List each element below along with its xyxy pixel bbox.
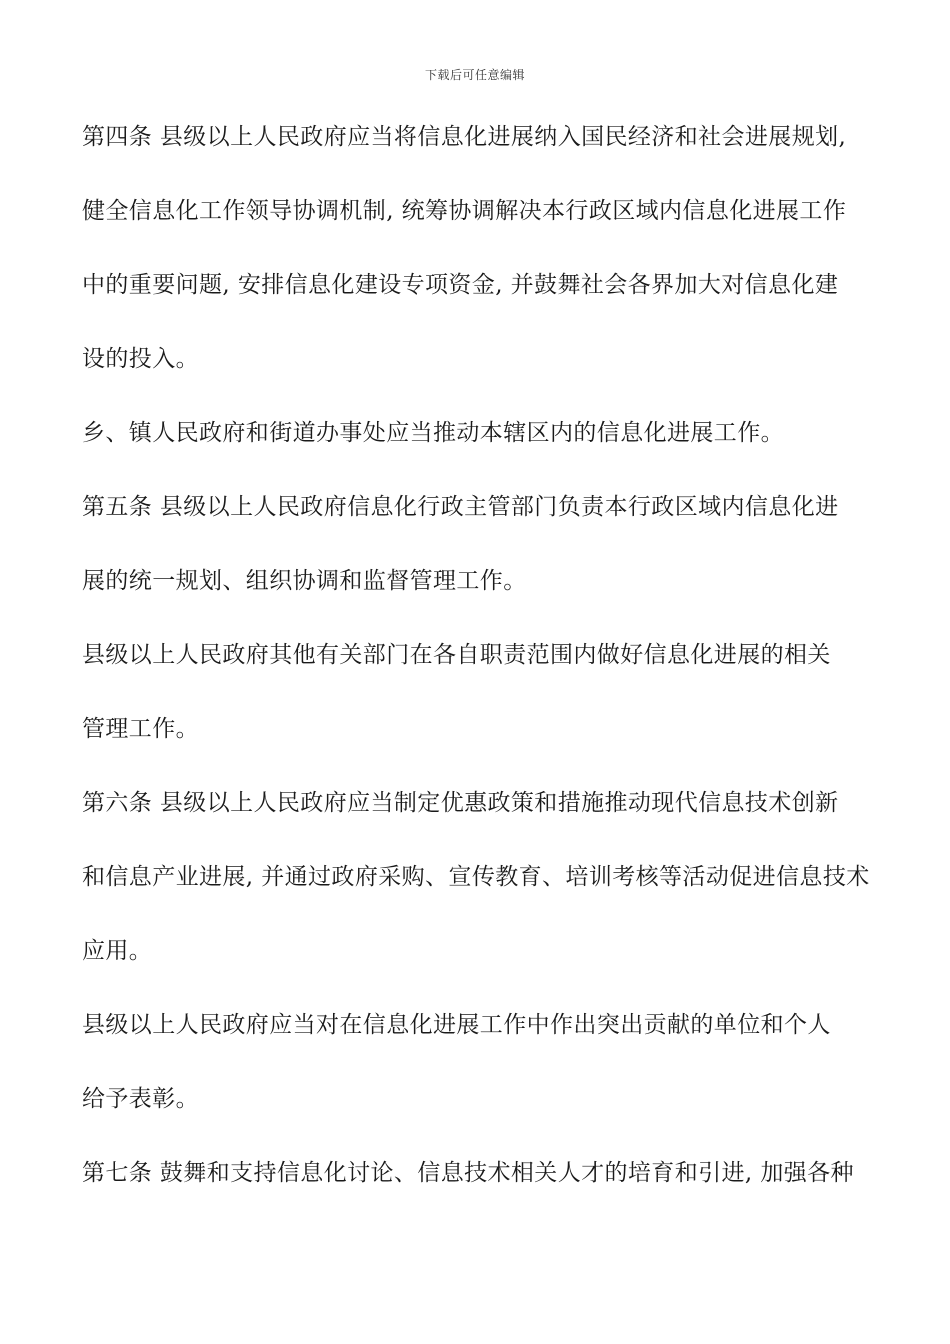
document-body xyxy=(82,114,877,1224)
text-line: 第五条 县级以上人民政府信息化行政主管部门负责本行政区域内信息化进 xyxy=(82,494,839,520)
text-line: 中的重要问题, 安排信息化建设专项资金, 并鼓舞社会各界加大对信息化建 xyxy=(82,272,839,298)
text-line: 第七条 鼓舞和支持信息化讨论、信息技术相关人才的培育和引进, 加强各种 xyxy=(82,1160,854,1186)
text-line: 第六条 县级以上人民政府应当制定优惠政策和措施推动现代信息技术创新 xyxy=(82,790,839,816)
text-line: 乡、镇人民政府和街道办事处应当推动本辖区内的信息化进展工作。 xyxy=(82,420,784,446)
text-line: 健全信息化工作领导协调机制, 统筹协调解决本行政区域内信息化进展工作 xyxy=(82,198,847,224)
text-line: 设的投入。 xyxy=(82,346,199,372)
text-line: 展的统一规划、组织协调和监督管理工作。 xyxy=(82,568,527,594)
text-line: 和信息产业进展, 并通过政府采购、宣传教育、培训考核等活动促进信息技术 xyxy=(82,864,870,890)
text-line: 应用。 xyxy=(82,938,153,964)
text-line: 第四条 县级以上人民政府应当将信息化进展纳入国民经济和社会进展规划, xyxy=(82,124,847,150)
text-line: 管理工作。 xyxy=(82,716,199,742)
header-note: 下载后可任意编辑 xyxy=(424,68,525,82)
text-line: 县级以上人民政府应当对在信息化进展工作中作出突出贡献的单位和个人 xyxy=(82,1012,831,1038)
text-line: 县级以上人民政府其他有关部门在各自职责范围内做好信息化进展的相关 xyxy=(82,642,831,668)
text-line: 给予表彰。 xyxy=(82,1086,199,1112)
